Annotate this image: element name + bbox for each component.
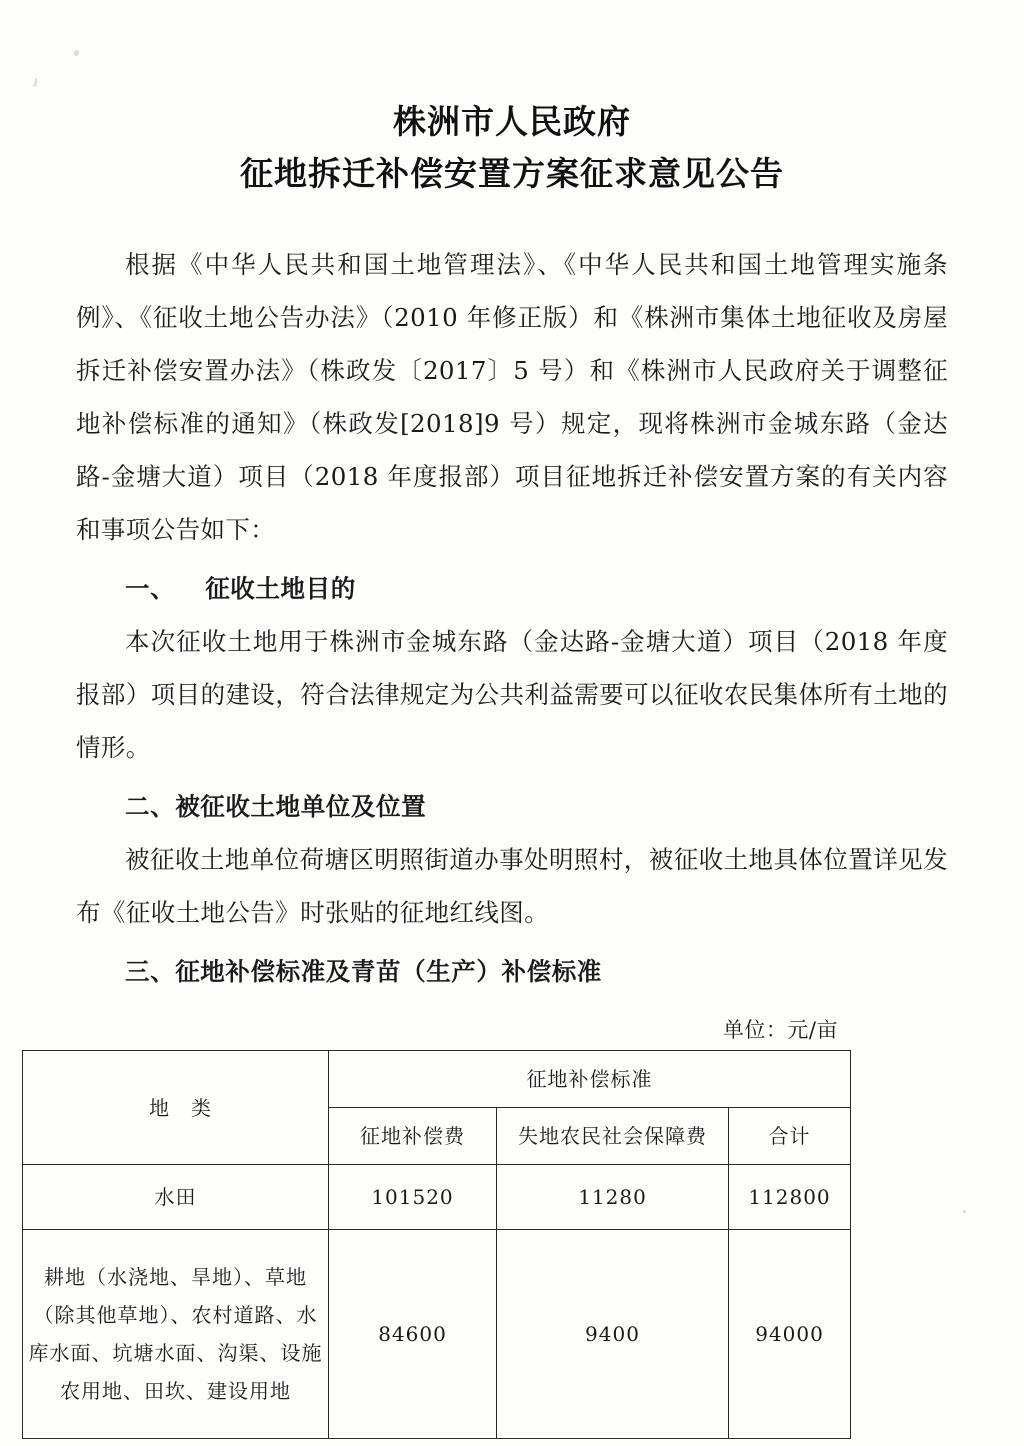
document-title [0,0,1024,200]
section-number-2: 二、 [125,792,176,821]
table-header-col-fee: 征地补偿费 [329,1108,497,1165]
row-type: 耕地（水浇地、旱地）、草地（除其他草地）、农村道路、水库水面、坑塘水面、沟渠、设施农用地、田坎、建设用地 [23,1230,329,1439]
row-social: 9400 [497,1230,729,1439]
section-body-2: 被征收土地单位荷塘区明照街道办事处明照村，被征收土地具体位置详见发布《征收土地公告》时张贴的征地红线图。 [76,845,948,927]
section-number-1: 一、 [125,574,176,603]
scan-speck [963,1210,966,1213]
section-title-1: 征收土地目的 [205,574,356,603]
table-header-group: 征地补偿标准 [329,1051,851,1108]
table-row [23,1230,851,1439]
row-social: 11280 [497,1165,729,1230]
table-header-col-total: 合计 [729,1108,851,1165]
row-total: 112800 [729,1165,851,1230]
document-body [76,200,948,1044]
section-heading-1 [76,562,948,615]
title-line-2: 征地拆迁补偿安置方案征求意见公告 [240,154,784,193]
row-fee: 84600 [329,1230,497,1439]
row-type: 水田 [23,1165,329,1230]
section-body-1: 本次征收土地用于株洲市金城东路（金达路-金塘大道）项目（2018 年度报部）项目的建设，符合法律规定为公共利益需要可以征收农民集体所有土地的情形。 [76,627,948,762]
table-row [23,1165,851,1230]
section-title-3: 征地补偿标准及青苗（生产）补偿标准 [175,957,602,986]
section-number-3: 三、 [125,957,176,986]
compensation-table [22,1050,851,1439]
table-header-type: 地 类 [23,1051,329,1165]
section-heading-3 [76,945,948,998]
row-fee: 101520 [329,1165,497,1230]
table-header-row-1 [23,1051,851,1108]
intro-paragraph: 根据《中华人民共和国土地管理法》、《中华人民共和国土地管理实施条例》、《征收土地公告办法》（2010 年修正版）和《株洲市集体土地征收及房屋拆迁补偿安置办法》（株政发〔2017〕5 号）和《株洲市人民政府关于调整征地补偿标准的通知》（株政发[2018]9 号）规定，现将株洲市金城东路（金达路-金塘大道）项目（2018 年度报部）项目征地拆迁补偿安置方案的有关内容和事项公告如下： [76,250,948,544]
title-line-1: 株洲市人民政府 [393,102,631,141]
section-heading-2 [76,780,948,833]
table-unit-note: 单位：元/亩 [722,1018,838,1042]
row-total: 94000 [729,1230,851,1439]
table-header-col-social: 失地农民社会保障费 [497,1108,729,1165]
section-title-2: 被征收土地单位及位置 [175,792,427,821]
